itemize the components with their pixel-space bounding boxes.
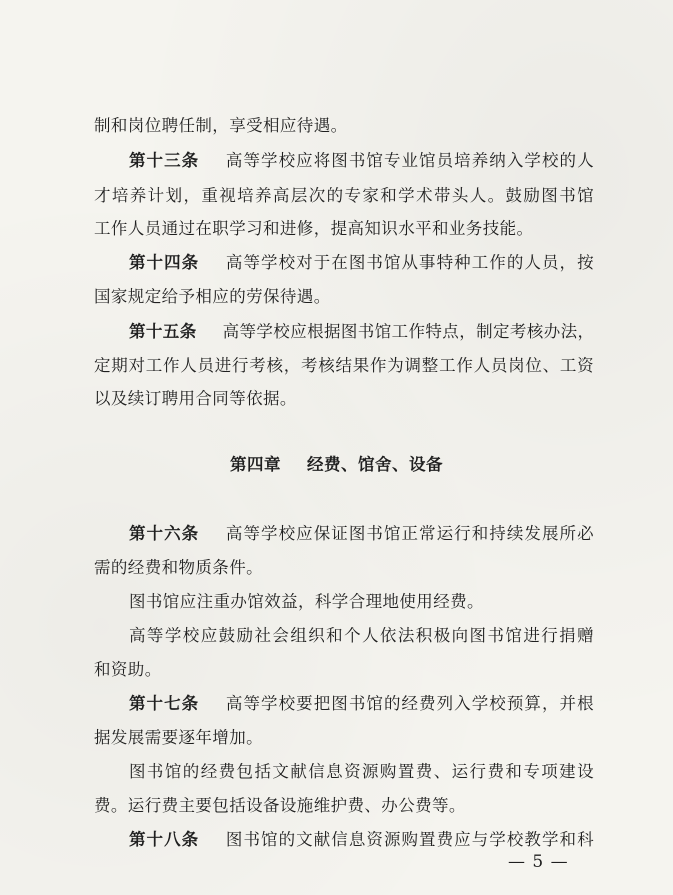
- text-line: [94, 728, 594, 748]
- line-text: 定期对工作人员进行考核，考核结果作为调整工作人员岗位、工资: [94, 356, 594, 375]
- text-line: [94, 389, 594, 409]
- line-text: 图书馆的经费包括文献信息资源购置费、运行费和专项建设: [129, 762, 594, 781]
- line-text: 高等学校应保证图书馆正常运行和持续发展所必: [225, 524, 594, 543]
- text-line: [94, 219, 594, 239]
- text-line: [94, 558, 594, 578]
- line-text: 和资助。: [94, 660, 162, 679]
- article-18-line: [129, 830, 594, 850]
- text-line: [129, 592, 594, 612]
- article-label: 第十八条: [129, 830, 200, 849]
- line-text: 制和岗位聘任制，享受相应待遇。: [94, 116, 348, 135]
- line-text: 图书馆应注重办馆效益，科学合理地使用经费。: [129, 592, 484, 611]
- line-text: 高等学校应将图书馆专业馆员培养纳入学校的人: [225, 151, 594, 170]
- article-label: 第十六条: [129, 524, 200, 543]
- text-line: [94, 186, 594, 206]
- chapter-heading: [0, 455, 673, 475]
- article-17-line: [129, 694, 594, 714]
- line-text: 高等学校对于在图书馆从事特种工作的人员，按: [225, 253, 594, 272]
- article-label: 第十四条: [129, 253, 200, 272]
- line-text: 高等学校应鼓励社会组织和个人依法积极向图书馆进行捐赠: [129, 626, 594, 645]
- line-text: 工作人员通过在职学习和进修，提高知识水平和业务技能。: [94, 219, 534, 238]
- chapter-title: 经费、馆舍、设备: [307, 455, 443, 474]
- line-text: 高等学校应根据图书馆工作特点，制定考核办法，: [222, 322, 595, 341]
- line-text: 以及续订聘用合同等依据。: [94, 389, 297, 408]
- line-text: 高等学校要把图书馆的经费列入学校预算，并根: [225, 694, 594, 713]
- article-13-line: [129, 151, 594, 171]
- line-text: 国家规定给予相应的劳保待遇。: [94, 287, 331, 306]
- text-line: [94, 660, 594, 680]
- article-14-line: [129, 253, 594, 273]
- line-text: 据发展需要逐年增加。: [94, 728, 263, 747]
- article-label: 第十七条: [129, 694, 200, 713]
- line-text: 图书馆的文献信息资源购置费应与学校教学和科: [225, 830, 594, 849]
- text-line: [94, 356, 594, 376]
- text-line: [94, 796, 594, 816]
- chapter-number: 第四章: [230, 455, 281, 474]
- line-text: 需的经费和物质条件。: [94, 558, 263, 577]
- text-line: [129, 762, 594, 782]
- text-line: [94, 116, 594, 136]
- article-label: 第十五条: [129, 322, 197, 341]
- text-line: [129, 626, 594, 646]
- line-text: 费。运行费主要包括设备设施维护费、办公费等。: [94, 796, 466, 815]
- line-text: 才培养计划，重视培养高层次的专家和学术带头人。鼓励图书馆: [94, 186, 594, 205]
- page-number: — 5 —: [508, 852, 569, 872]
- article-16-line: [129, 524, 594, 544]
- article-15-line: [129, 322, 594, 342]
- article-label: 第十三条: [129, 151, 200, 170]
- text-line: [94, 287, 594, 307]
